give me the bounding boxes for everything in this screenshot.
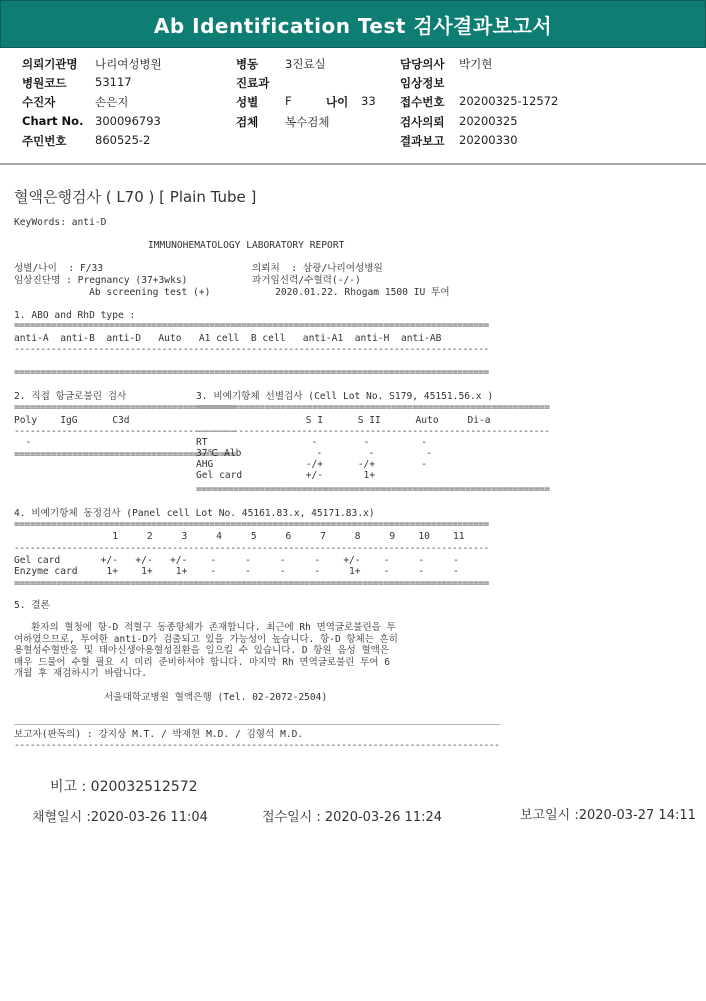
- s4-columns: 1 2 3 4 5 6 7 8 9 10 11: [14, 531, 465, 542]
- s1-title: 1. ABO and RhD type :: [14, 310, 136, 321]
- rule: ==========================================: [14, 402, 236, 413]
- header-divider: [0, 163, 706, 165]
- age-label: 나이: [326, 95, 349, 109]
- ward-value: 3진료실: [285, 57, 326, 71]
- rule: ------------------------------------------------------------------------------------------: [14, 344, 489, 355]
- reported-time: 보고일시 :2020-03-27 14:11: [520, 808, 696, 823]
- specimen-value: 복수검체: [285, 115, 330, 129]
- institution-value: 나리여성병원: [95, 57, 162, 71]
- ward-label: 병동: [236, 57, 259, 71]
- patient-label: 수진자: [22, 95, 56, 109]
- info-left-3: Ab screening test (+): [14, 287, 211, 298]
- rule: ==========================================================================================: [14, 519, 489, 530]
- note: 비고 : 020032512572: [50, 779, 198, 795]
- rule: --------------------------------------------------------------------------------------------: [14, 740, 500, 751]
- s2-columns: Poly IgG C3d: [14, 415, 130, 426]
- lab-title: IMMUNOHEMATOLOGY LABORATORY REPORT: [148, 240, 345, 251]
- s1-columns: anti-A anti-B anti-D Auto A1 cell B cell anti-A1 anti-H anti-AB: [14, 333, 442, 344]
- reporter-line: 보고자(판독의) : 강지상 M.T. / 박재현 M.D. / 김형석 M.D.: [14, 729, 304, 740]
- chart-value: 300096793: [95, 114, 161, 128]
- received-time: 접수일시 : 2020-03-26 11:24: [262, 810, 443, 825]
- chart-label: Chart No.: [22, 114, 84, 128]
- rule: ==========================================: [14, 449, 236, 460]
- receipt-no-value: 20200325-12572: [459, 94, 559, 108]
- rule: ------------------------------------------: [14, 426, 236, 437]
- request-date-value: 20200325: [459, 114, 518, 128]
- rule: ____________________________________________________________________________________________: [14, 714, 500, 725]
- s2-values: -: [14, 437, 32, 448]
- dept-label: 진료과: [236, 76, 270, 90]
- report-title: Ab Identification Test 검사결과보고서: [0, 0, 706, 48]
- s5-title: 5. 결론: [14, 600, 50, 611]
- specimen-label: 검체: [236, 115, 259, 129]
- section-title: 혈액은행검사 ( L70 ) [ Plain Tube ]: [14, 188, 257, 206]
- info-left-1: 성별/나이 : F/33: [14, 263, 104, 274]
- receipt-no-label: 접수번호: [400, 95, 445, 109]
- s3-title: 3. 비예기항체 선별검사 (Cell Lot No. S179, 45151.56.x ): [196, 391, 494, 402]
- keywords: KeyWords: anti-D: [14, 217, 107, 228]
- s2-title: 2. 직접 항글로불린 검사: [14, 391, 127, 402]
- collected-time: 채혈일시 :2020-03-26 11:04: [32, 810, 208, 825]
- rule: ==========================================================================================: [14, 578, 489, 589]
- s4-title: 4. 비예기항체 동정검사 (Panel cell Lot No. 45161.83.x, 45171.83.x): [14, 508, 375, 519]
- rule: -------------------------------------------------------------------: [196, 426, 550, 437]
- hospital-code-label: 병원코드: [22, 76, 67, 90]
- s3-rows: RT - - - 37℃ Alb - - - AHG -/+ -/+ - Gel card +/- 1+: [196, 437, 433, 481]
- info-left-2: 임상진단명 : Pregnancy (37+3wks): [14, 275, 188, 286]
- sex-label: 성별: [236, 95, 259, 109]
- s5-body: 환자의 혈청에 항-D 적혈구 동종항체가 존재합니다. 최근에 Rh 면역글로불린을 투 여하였으므로, 투여한 anti-D가 검출되고 있을 가능성이 높습니다. 항-D 항체는 흔히 용혈성수혈반응 및 태아신생아용혈성질환을 일으킬 수 있습니다. D 항원 음성 혈액은 매우 드물어 수혈 필요 시 미리 준비하셔야 합니다. 마지막 Rh 면역글로불린 투여 6 개월 후 재검하시기 바랍니다.: [14, 622, 398, 680]
- rule: ==========================================================================================: [14, 367, 489, 378]
- doctor-label: 담당의사: [400, 57, 445, 71]
- s4-rows: Gel card +/- +/- +/- - - - - +/- - - - Enzyme card 1+ 1+ 1+ - - - - 1+ - - -: [14, 555, 459, 577]
- info-right-1: 의뢰처 : 삼광/나리여성병원: [252, 263, 383, 274]
- doctor-value: 박기현: [459, 57, 493, 71]
- sex-value: F: [285, 94, 292, 108]
- info-right-3: 2020.01.22. Rhogam 1500 IU 투여: [252, 287, 450, 298]
- rule: ------------------------------------------------------------------------------------------: [14, 543, 489, 554]
- report-date-value: 20200330: [459, 133, 518, 147]
- report-date-label: 결과보고: [400, 134, 445, 148]
- s3-columns: S I S II Auto Di-a: [196, 415, 491, 426]
- patient-value: 손은지: [95, 95, 129, 109]
- rule: ==========================================================================================: [14, 320, 489, 331]
- age-value: 33: [361, 94, 376, 108]
- institution-line: 서울대학교병원 혈액은행 (Tel. 02-2072-2504): [104, 692, 328, 703]
- rrn-value: 860525-2: [95, 133, 151, 147]
- institution-label: 의뢰기관명: [22, 57, 78, 71]
- rrn-label: 주민번호: [22, 134, 67, 148]
- info-right-2: 과거임신력/수혈력(-/-): [252, 275, 361, 286]
- rule: ===================================================================: [196, 484, 550, 495]
- hospital-code-value: 53117: [95, 75, 132, 89]
- rule: ===================================================================: [196, 402, 550, 413]
- request-date-label: 검사의뢰: [400, 115, 445, 129]
- clinical-label: 임상정보: [400, 76, 445, 90]
